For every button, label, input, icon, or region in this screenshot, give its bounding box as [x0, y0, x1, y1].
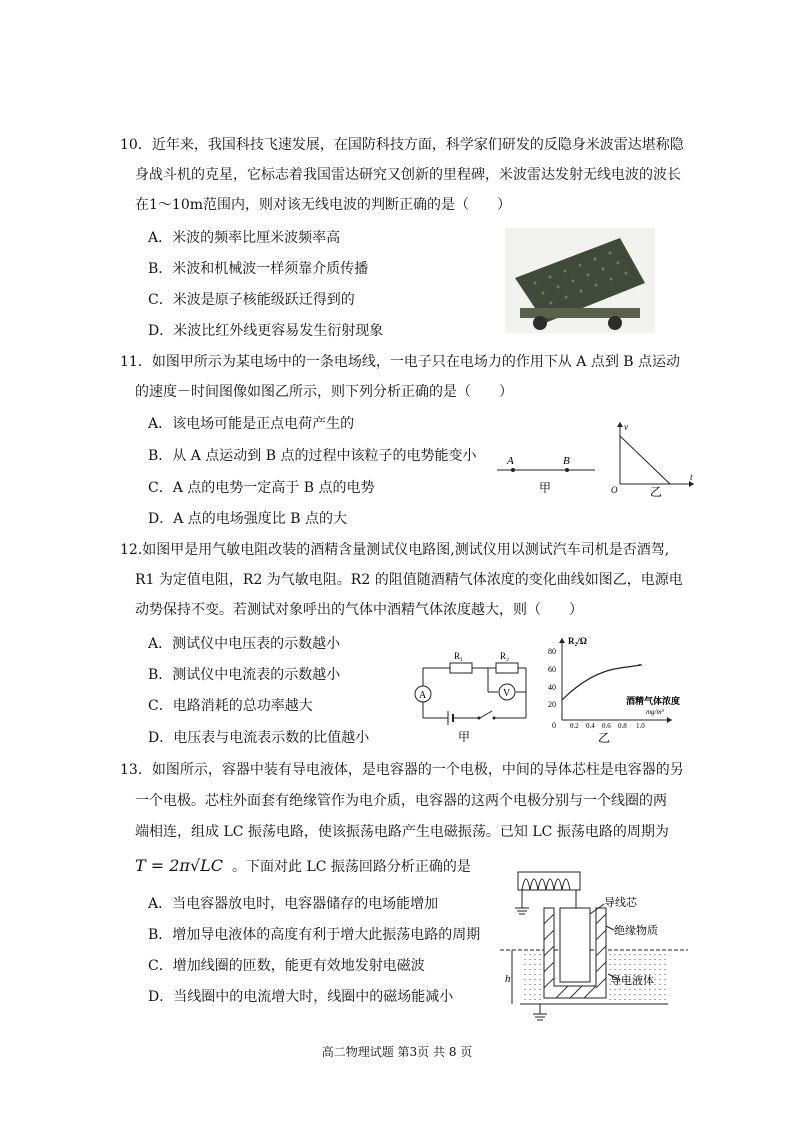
- ytick-40: 40: [548, 683, 556, 692]
- t-axis-label: t: [690, 472, 693, 482]
- origin-label: O: [611, 485, 618, 495]
- voltmeter-label: V: [503, 688, 511, 699]
- alcohol-tester-circuit: [408, 648, 533, 743]
- ytick-0: 0: [552, 721, 556, 730]
- q13-option-c: C．增加线圈的匝数，能更有效地发射电磁波: [148, 958, 425, 974]
- q13-option-b: B．增加导电液体的高度有利于增大此振荡电路的周期: [148, 927, 481, 943]
- core-label: 导线芯: [604, 897, 637, 909]
- q11-option-a: A．该电场可能是正点电荷产生的: [148, 416, 355, 432]
- xtick-0.6: 0.6: [602, 722, 611, 730]
- graph-ylabel: R₂/Ω: [568, 636, 587, 646]
- q11-option-d: D．A 点的电场强度比 B 点的大: [148, 511, 347, 527]
- q13-line-2: 一个电极。芯柱外面套有绝缘管作为电介质，电容器的这两个电极分别与一个线圈的两: [135, 793, 667, 809]
- ytick-80: 80: [548, 647, 556, 656]
- resistance-concentration-graph: [540, 632, 680, 744]
- q10-line-3: 在1～10m范围内，则对该无线电波的判断正确的是（ ）: [135, 197, 511, 213]
- q10-option-a: A．米波的频率比厘米波频率高: [148, 230, 341, 246]
- r1-label: R₁: [454, 651, 464, 661]
- q11-option-c: C．A 点的电势一定高于 B 点的电势: [148, 480, 375, 496]
- q13-line-3: 端相连，组成 LC 振荡电路，使该振荡电路产生电磁振荡。已知 LC 振荡电路的周期为: [135, 824, 669, 840]
- graph-unit: mg/m³: [646, 708, 664, 716]
- height-label: h: [505, 973, 511, 985]
- ammeter-label: A: [419, 690, 427, 701]
- graph-caption: 乙: [598, 731, 611, 744]
- xtick-0.4: 0.4: [586, 722, 595, 730]
- lc-period-formula: T = 2π√LC: [135, 856, 224, 875]
- velocity-time-graph: [608, 418, 698, 498]
- q12-line-3: 动势保持不变。若测试对象呼出的气体中酒精气体浓度越大，则（ ）: [135, 602, 583, 618]
- q10-option-c: C．米波是原子核能级跃迁得到的: [148, 292, 355, 308]
- field-line-figure: [495, 450, 600, 495]
- liquid-label: 导电液体: [610, 975, 654, 987]
- q12-option-d: D．电压表与电流表示数的比值越小: [148, 730, 370, 746]
- q11-line-2: 的速度－时间图像如图乙所示，则下列分析正确的是（ ）: [135, 384, 513, 400]
- ytick-20: 20: [548, 700, 556, 709]
- ytick-60: 60: [548, 665, 556, 674]
- q10-option-b: B．米波和机械波一样须靠介质传播: [148, 261, 369, 277]
- q12-line-1: 12.如图甲是用气敏电阻改装的酒精含量测试仪电路图,测试仪用以测试汽车司机是否酒驾,: [120, 542, 670, 558]
- q12-option-c: C．电路消耗的总功率越大: [148, 698, 313, 714]
- q13-option-d: D．当线圈中的电流增大时，线圈中的磁场能减小: [148, 989, 454, 1005]
- q13-option-a: A．当电容器放电时，电容器储存的电场能增加: [148, 896, 439, 912]
- q10-line-1: 10．近年来，我国科技飞速发展，在国防科技方面，科学家们研发的反隐身米波雷达堪称隐: [120, 137, 684, 153]
- graph-curve-label: 酒精气体浓度: [626, 696, 680, 706]
- figure-jia-caption: 甲: [539, 481, 552, 495]
- q10-option-d: D．米波比红外线更容易发生衍射现象: [148, 323, 384, 339]
- q12-line-2: R1 为定值电阻，R2 为气敏电阻。R2 的阻值随酒精气体浓度的变化曲线如图乙，电源电: [135, 572, 683, 588]
- r2-label: R₂: [500, 651, 510, 661]
- page-footer: 高二物理试题 第3页 共 8 页: [321, 1045, 473, 1059]
- q11-line-1: 11．如图甲所示为某电场中的一条电场线，一电子只在电场力的作用下从 A 点到 B 点运动: [120, 354, 681, 370]
- xtick-1.0: 1.0: [636, 722, 645, 730]
- insulator-label: 绝缘物质: [614, 925, 658, 937]
- q13-line-1: 13．如图所示，容器中装有导电液体，是电容器的一个电极，中间的导体芯柱是电容器的另: [120, 762, 684, 778]
- figure-yi-caption: 乙: [650, 485, 663, 498]
- xtick-0.8: 0.8: [618, 722, 627, 730]
- q13-formula-tail: 。下面对此 LC 振荡回路分析正确的是: [232, 859, 471, 875]
- v-axis-label: v: [624, 422, 628, 432]
- circuit-caption: 甲: [458, 730, 471, 743]
- q11-option-b: B．从 A 点运动到 B 点的过程中该粒子的电势能变小: [148, 448, 477, 464]
- lc-capacitor-figure: [500, 864, 690, 1028]
- q12-option-b: B．测试仪中电流表的示数越小: [148, 667, 341, 683]
- point-a-label: A: [507, 455, 514, 467]
- xtick-0.2: 0.2: [570, 722, 579, 730]
- q10-line-2: 身战斗机的克星，它标志着我国雷达研究又创新的里程碑，米波雷达发射无线电波的波长: [135, 167, 681, 183]
- radar-photo: [505, 228, 655, 333]
- q12-option-a: A．测试仪中电压表的示数越小: [148, 636, 341, 652]
- point-b-label: B: [563, 455, 570, 467]
